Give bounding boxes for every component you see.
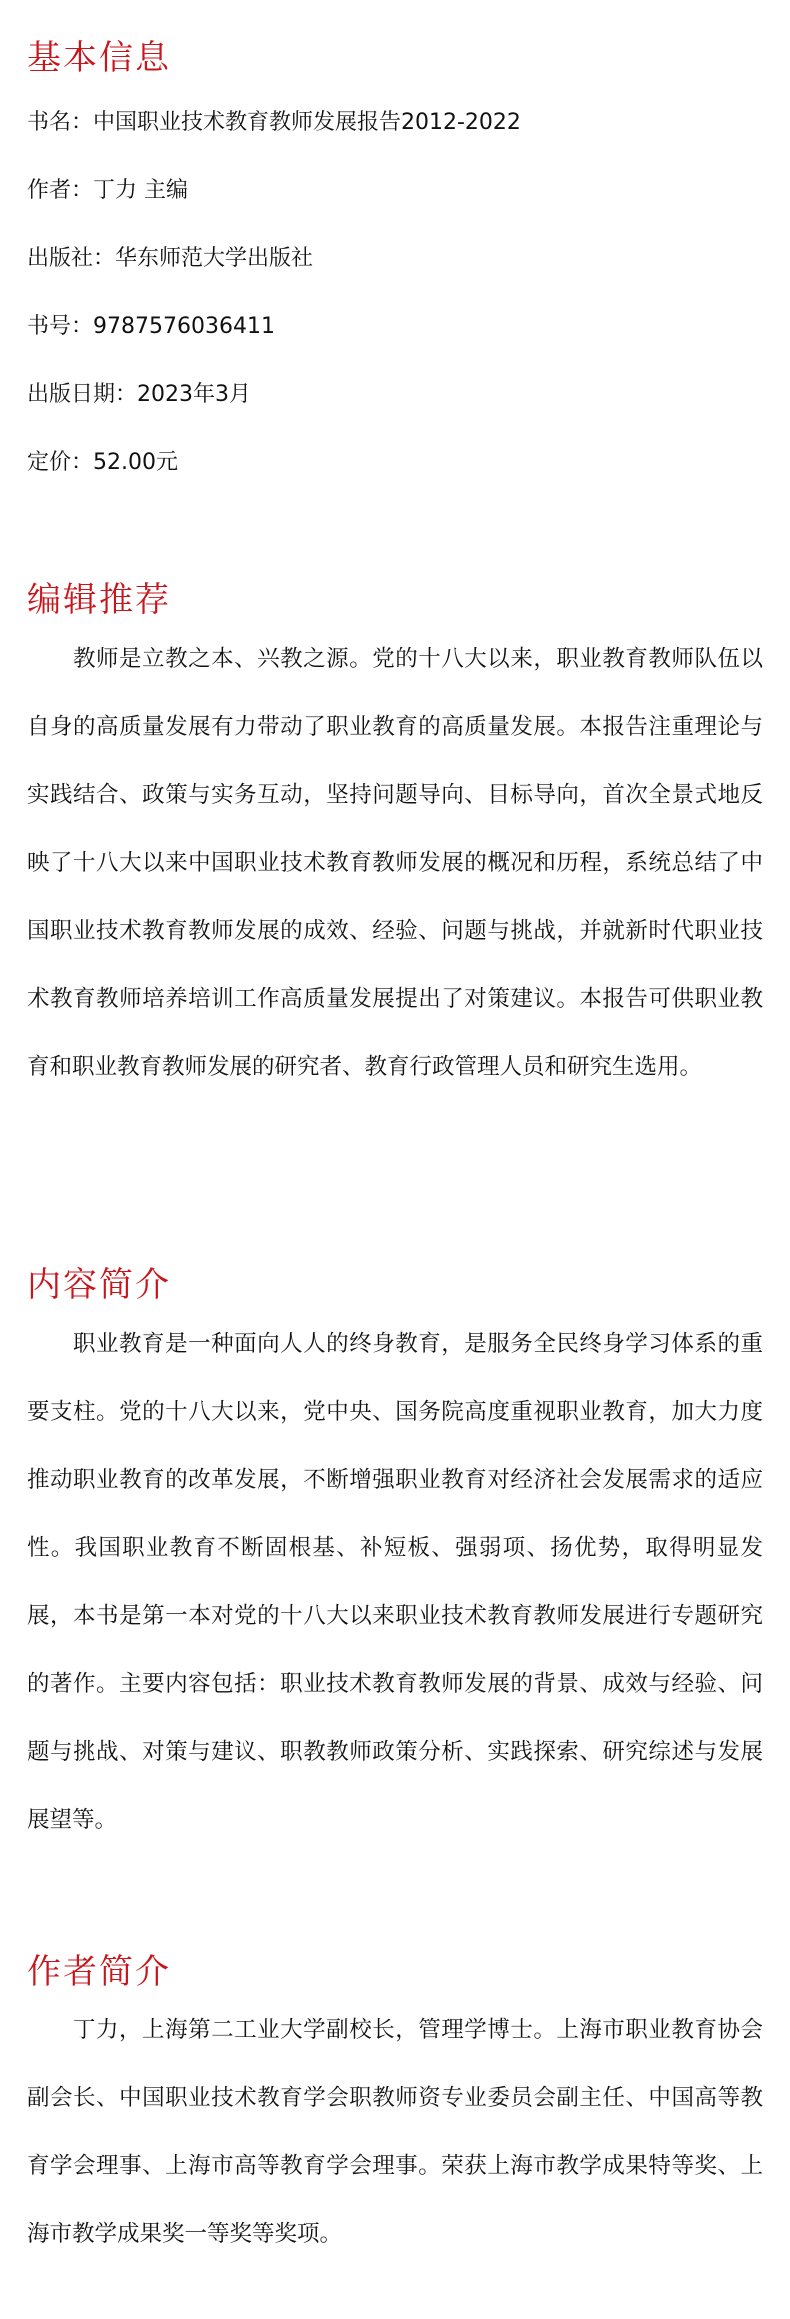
basic-info-heading: 基本信息 — [27, 38, 171, 78]
author-intro-heading: 作者简介 — [27, 1952, 171, 1992]
editor-recommendation-text: 教师是立教之本、兴教之源。党的十八大以来，职业教育教师队伍以自身的高质量发展有力带动了职业教育的高质量发展。本报告注重理论与实践结合、政策与实务互动，坚持问题导向、目标导向，首次全景式地反映了十八大以来中国职业技术教育教师发展的概况和历程，系统总结了中国职业技术教育教师发展的成效、经验、问题与挑战，并就新时代职业技术教育教师培养培训工作高质量发展提出了对策建议。本报告可供职业教育和职业教育教师发展的研究者、教育行政管理人员和研究生选用。 — [27, 646, 763, 1080]
author-line: 作者：丁力 主编 — [27, 178, 188, 203]
pub-date-line: 出版日期：2023年3月 — [27, 382, 251, 407]
price-line: 定价：52.00元 — [27, 450, 178, 475]
content-summary-text: 职业教育是一种面向人人的终身教育，是服务全民终身学习体系的重要支柱。党的十八大以来，党中央、国务院高度重视职业教育，加大力度推动职业教育的改革发展，不断增强职业教育对经济社会发展需求的适应性。我国职业教育不断固根基、补短板、强弱项、扬优势，取得明显发展，本书是第一本对党的十八大以来职业技术教育教师发展进行专题研究的著作。主要内容包括：职业技术教育教师发展的背景、成效与经验、问题与挑战、对策与建议、职教教师政策分析、实践探索、研究综述与发展展望等。 — [27, 1331, 763, 1833]
publisher-line: 出版社：华东师范大学出版社 — [27, 246, 314, 271]
content-summary-heading: 内容简介 — [27, 1265, 171, 1305]
book-name-line: 书名：中国职业技术教育教师发展报告2012-2022 — [27, 110, 521, 135]
basic-info-list — [27, 108, 763, 516]
editor-recommendation-heading: 编辑推荐 — [27, 580, 171, 620]
author-intro-text: 丁力，上海第二工业大学副校长，管理学博士。上海市职业教育协会副会长、中国职业技术教育学会职教师资专业委员会副主任、中国高等教育学会理事、上海市高等教育学会理事。荣获上海市教学成果特等奖、上海市教学成果奖一等奖等奖项。 — [27, 2017, 763, 2247]
isbn-line: 书号：9787576036411 — [27, 314, 275, 339]
